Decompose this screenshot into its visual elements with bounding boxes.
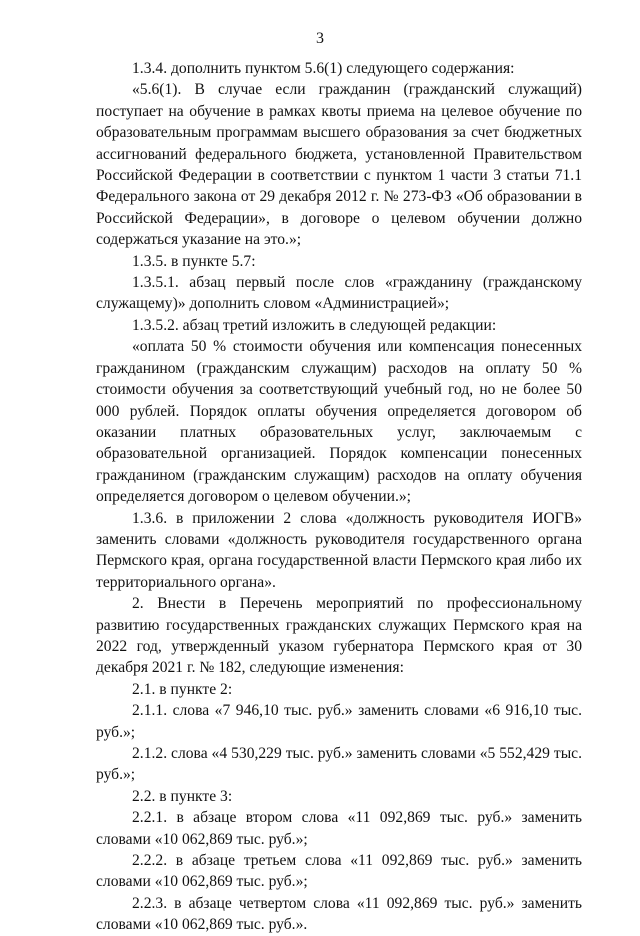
paragraph-2-2: 2.2. в пункте 3: bbox=[132, 787, 233, 805]
paragraph-2-1-2: 2.1.2. слова «4 530,229 тыс. руб.» заменить словами «5 552,429 тыс. руб.»; bbox=[96, 745, 582, 784]
paragraph-2-1: 2.1. в пункте 2: bbox=[132, 680, 233, 698]
page-number: 3 bbox=[316, 30, 324, 47]
paragraph-1-3-4: 1.3.4. дополнить пунктом 5.6(1) следующего содержания: bbox=[132, 60, 515, 77]
paragraph-1-3-5-1: 1.3.5.1. абзац первый после слов «гражданину (гражданскому служащему)» дополнить словом «Администрацией»; bbox=[96, 274, 582, 313]
document-body bbox=[96, 58, 582, 936]
paragraph-5-6-1-quote: «5.6(1). В случае если гражданин (гражданский служащий) поступает на обучение в рамках квоты приема на целевое обучение по образовательным программам высшего образования за счет бюджетных ассигнований федерального бюджета, установленной Правительством Российской Федерации в соответствии с пунктом 1 части 3 статьи 71.1 Федерального закона от 29 декабря 2012 г. № 273-ФЗ «Об образовании в Российской Федерации», в договоре о целевом обучении должно содержаться указание на это.»; bbox=[96, 81, 582, 249]
paragraph-2-2-2: 2.2.2. в абзаце третьем слова «11 092,869 тыс. руб.» заменить словами «10 062,869 тыс. руб.»; bbox=[96, 852, 582, 891]
paragraph-1-3-5: 1.3.5. в пункте 5.7: bbox=[132, 252, 256, 270]
paragraph-2-2-1: 2.2.1. в абзаце втором слова «11 092,869 тыс. руб.» заменить словами «10 062,869 тыс. руб.»; bbox=[96, 809, 582, 848]
paragraph-payment-quote: «оплата 50 % стоимости обучения или компенсация понесенных гражданином (гражданским служащим) расходов на оплату 50 % стоимости обучения за соответствующий учебный год, но не более 50 000 рублей. Порядок оплаты обучения определяется договором об оказании платных образовательных услуг, заключаемым с образовательной организацией. Порядок компенсации понесенных гражданином (гражданским служащим) расходов на оплату обучения определяется договором о целевом обучении.»; bbox=[96, 338, 582, 506]
paragraph-2-2-3: 2.2.3. в абзаце четвертом слова «11 092,869 тыс. руб.» заменить словами «10 062,869 тыс. руб.». bbox=[96, 894, 582, 934]
paragraph-2: 2. Внести в Перечень мероприятий по профессиональному развитию государственных гражданских служащих Пермского края на 2022 год, утвержденный указом губернатора Пермского края от 30 декабря 2021 г. № 182, следующие изменения: bbox=[96, 595, 582, 677]
paragraph-1-3-6: 1.3.6. в приложении 2 слова «должность руководителя ИОГВ» заменить словами «должность руководителя государственного органа Пермского края, органа государственной власти Пермского края либо их территориального органа». bbox=[96, 509, 582, 591]
paragraph-1-3-5-2: 1.3.5.2. абзац третий изложить в следующей редакции: bbox=[132, 316, 497, 334]
paragraph-2-1-1: 2.1.1. слова «7 946,10 тыс. руб.» заменить словами «6 916,10 тыс. руб.»; bbox=[96, 702, 582, 741]
